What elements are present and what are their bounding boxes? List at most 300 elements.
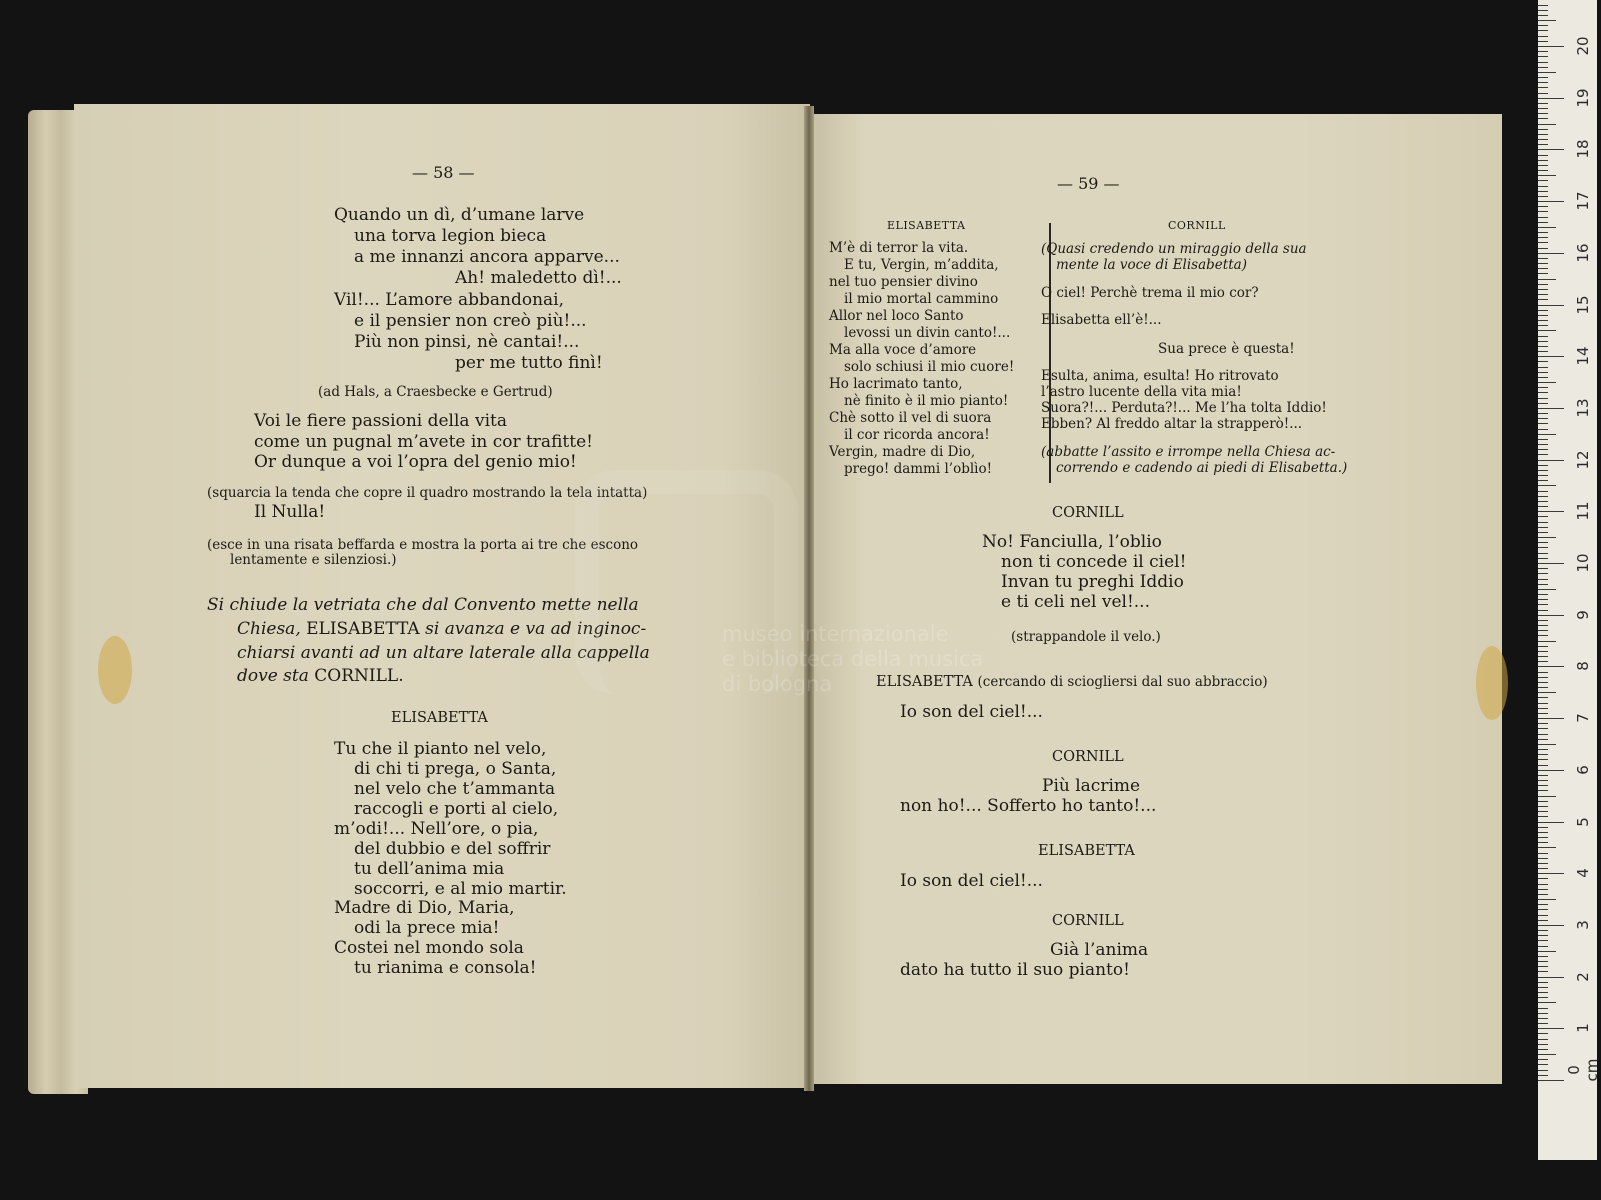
ruler-tick: [1538, 398, 1548, 399]
speaker-name: CORNILL: [1052, 505, 1124, 521]
ruler-tick: [1538, 925, 1564, 926]
ruler-tick: [1538, 491, 1548, 492]
ruler-tick: [1538, 775, 1548, 776]
stage-direction: (esce in una risata beffarda e mostra la porta ai tre che escono: [207, 537, 639, 553]
stain: [98, 636, 132, 704]
ruler-tick: [1538, 682, 1548, 683]
ruler-tick: [1538, 403, 1548, 404]
verse-line: Invan tu preghi Iddio: [1001, 572, 1184, 592]
verse-line: Suora?!... Perduta?!... Me l’ha tolta Iddio!: [1041, 400, 1327, 416]
verse-line: Esulta, anima, esulta! Ho ritrovato: [1041, 368, 1279, 384]
ruler-tick: [1538, 382, 1556, 383]
ruler-number: 14: [1574, 346, 1592, 366]
ruler-tick: [1538, 460, 1564, 461]
ruler-tick: [1538, 1013, 1548, 1014]
ruler-tick: [1538, 930, 1548, 931]
direction-line: Si chiude la vetriata che dal Convento mette nella: [207, 595, 639, 615]
ruler-tick: [1538, 697, 1548, 698]
ruler-tick: [1538, 336, 1548, 337]
ruler-tick: [1538, 610, 1548, 611]
ruler-number: 6: [1574, 765, 1592, 775]
ruler-tick: [1538, 444, 1548, 445]
verse-line: Or dunque a voi l’opra del genio mio!: [254, 452, 577, 472]
ruler-tick: [1538, 842, 1548, 843]
ruler-tick: [1538, 465, 1548, 466]
verse-line: raccogli e porti al cielo,: [354, 799, 559, 819]
ruler-tick: [1538, 770, 1564, 771]
ruler-tick: [1538, 93, 1548, 94]
ruler-tick: [1538, 754, 1548, 755]
ruler-tick: [1538, 454, 1548, 455]
ruler-tick: [1538, 1002, 1556, 1003]
ruler-tick: [1538, 480, 1548, 481]
ruler-tick: [1538, 310, 1548, 311]
speaker-name: ELISABETTA: [1038, 843, 1135, 859]
ruler-tick: [1538, 30, 1548, 31]
ruler-tick: [1538, 1023, 1548, 1024]
character-name: CORNILL.: [314, 666, 404, 686]
ruler-tick: [1538, 387, 1548, 388]
ruler-tick: [1538, 77, 1548, 78]
ruler-tick: [1538, 708, 1548, 709]
verse-line: come un pugnal m’avete in cor trafitte!: [254, 432, 593, 452]
measuring-ruler: [1538, 0, 1601, 1160]
ruler-number: 5: [1574, 816, 1592, 827]
ruler-tick: [1538, 966, 1548, 967]
ruler-tick: [1538, 811, 1548, 812]
ruler-tick: [1538, 563, 1564, 564]
ruler-tick: [1538, 920, 1548, 921]
verse-line: Già l’anima: [1050, 940, 1149, 960]
ruler-tick: [1538, 703, 1548, 704]
ruler-tick: [1538, 873, 1564, 874]
verse-line: Io son del ciel!...: [900, 702, 1043, 722]
speaker-name: CORNILL: [1052, 913, 1124, 929]
ruler-tick: [1538, 687, 1548, 688]
ruler-tick: [1538, 242, 1548, 243]
stage-direction: (Quasi credendo un miraggio della sua: [1041, 241, 1307, 257]
character-name: ELISABETTA: [306, 619, 420, 639]
verse-line: Ma alla voce d’amore: [829, 342, 977, 358]
ruler-tick: [1538, 149, 1564, 150]
ruler-tick: [1538, 67, 1548, 68]
verse-line: una torva legion bieca: [354, 226, 547, 246]
ruler-tick: [1538, 734, 1548, 735]
ruler-tick: [1538, 227, 1556, 228]
verse-line: tu dell’anima mia: [354, 859, 505, 879]
ruler-tick: [1538, 542, 1548, 543]
ruler-tick: [1538, 418, 1548, 419]
ruler-tick: [1538, 315, 1548, 316]
stain: [1476, 646, 1508, 720]
book-gutter: [804, 106, 814, 1091]
ruler-tick: [1538, 630, 1548, 631]
verse-line: Il Nulla!: [254, 502, 326, 522]
ruler-tick: [1538, 992, 1548, 993]
ruler-tick: [1538, 346, 1548, 347]
ruler-tick: [1538, 253, 1564, 254]
ruler-number: 8: [1574, 661, 1592, 672]
ruler-tick: [1538, 904, 1548, 905]
verse-line: Ebben? Al freddo altar la strapperò!...: [1041, 416, 1303, 432]
ruler-tick: [1538, 356, 1564, 357]
verse-line: nel velo che t’ammanta: [354, 779, 556, 799]
ruler-number: 19: [1574, 88, 1592, 108]
verse-line: Sua prece è questa!: [1158, 341, 1295, 357]
ruler-tick: [1538, 759, 1548, 760]
verse-line: No! Fanciulla, l’oblio: [982, 532, 1162, 552]
ruler-tick: [1538, 878, 1548, 879]
verse-line: e il pensier non creò più!...: [354, 311, 587, 331]
watermark: museo internazionale e biblioteca della musica di bologna: [722, 622, 984, 696]
ruler-tick: [1538, 36, 1548, 37]
verse-line: odi la prece mia!: [354, 918, 500, 938]
ruler-tick: [1538, 98, 1564, 99]
ruler-tick: [1538, 547, 1548, 548]
ruler-tick: [1538, 1064, 1548, 1065]
ruler-tick: [1538, 558, 1548, 559]
ruler-tick: [1538, 553, 1548, 554]
ruler-tick: [1538, 604, 1548, 605]
ruler-tick: [1538, 527, 1548, 528]
ruler-tick: [1538, 113, 1548, 114]
ruler-tick: [1538, 341, 1548, 342]
ruler-tick: [1538, 62, 1548, 63]
ruler-tick: [1538, 56, 1548, 57]
ruler-tick: [1538, 785, 1548, 786]
verse-line: Allor nel loco Santo: [829, 308, 964, 324]
verse-line: Più lacrime: [1042, 776, 1141, 796]
ruler-number: 7: [1574, 713, 1592, 723]
ruler-tick: [1538, 434, 1556, 435]
direction-line: Chiesa, ELISABETTA si avanza e va ad inginoc-: [237, 619, 647, 639]
ruler-tick: [1538, 1054, 1556, 1055]
ruler-tick: [1538, 790, 1548, 791]
ruler-tick: [1538, 1018, 1548, 1019]
ruler-tick: [1538, 413, 1548, 414]
ruler-tick: [1538, 51, 1548, 52]
ruler-tick: [1538, 977, 1564, 978]
ruler-tick: [1538, 739, 1548, 740]
verse-line: del dubbio e del soffrir: [354, 839, 551, 859]
ruler-unit-label: 0 cm: [1565, 1058, 1601, 1082]
speaker-name: CORNILL: [1052, 749, 1124, 765]
ruler-tick: [1538, 749, 1548, 750]
ruler-tick: [1538, 170, 1548, 171]
ruler-tick: [1538, 232, 1548, 233]
ruler-tick: [1538, 392, 1548, 393]
verse-line: prego! dammi l’oblìo!: [844, 461, 993, 477]
ruler-tick: [1538, 15, 1548, 16]
ruler-tick: [1538, 997, 1548, 998]
ruler-number: 1: [1574, 1023, 1592, 1034]
ruler-tick: [1538, 940, 1548, 941]
ruler-tick: [1538, 532, 1548, 533]
verse-line: nel tuo pensier divino: [829, 274, 978, 290]
ruler-tick: [1538, 822, 1564, 823]
ruler-tick: [1538, 909, 1548, 910]
stage-direction: lentamente e silenziosi.): [230, 552, 397, 568]
ruler-tick: [1538, 222, 1548, 223]
ruler-tick: [1538, 615, 1564, 616]
ruler-tick: [1538, 46, 1564, 47]
ruler-tick: [1538, 780, 1548, 781]
ruler-tick: [1538, 439, 1548, 440]
ruler-tick: [1538, 982, 1548, 983]
verse-line: soccorri, e al mio martir.: [354, 879, 567, 899]
ruler-tick: [1538, 971, 1548, 972]
ruler-tick: [1538, 186, 1548, 187]
ruler-tick: [1538, 899, 1556, 900]
verse-line: Voi le fiere passioni della vita: [254, 411, 507, 431]
ruler-tick: [1538, 20, 1556, 21]
ruler-number: 13: [1574, 398, 1592, 418]
ruler-tick: [1538, 625, 1548, 626]
direction-line: chiarsi avanti ad un altare laterale alla cappella: [237, 643, 650, 663]
ruler-tick: [1538, 485, 1556, 486]
ruler-number: 3: [1574, 920, 1592, 930]
ruler-tick: [1538, 884, 1548, 885]
ruler-tick: [1538, 672, 1548, 673]
ruler-tick: [1538, 1070, 1548, 1071]
ruler-tick: [1538, 124, 1556, 125]
page-number-58: — 58 —: [412, 163, 475, 182]
ruler-tick: [1538, 155, 1548, 156]
speaker-name: ELISABETTA: [876, 674, 973, 690]
ruler-tick: [1538, 1059, 1548, 1060]
verse-line: Vil!... L’amore abbandonai,: [334, 290, 565, 310]
ruler-tick: [1538, 516, 1548, 517]
ruler-tick: [1538, 506, 1548, 507]
ruler-tick: [1538, 475, 1548, 476]
ruler-tick: [1538, 248, 1548, 249]
ruler-tick: [1538, 832, 1548, 833]
verse-line: Vergin, madre di Dio,: [829, 444, 976, 460]
ruler-number: 2: [1574, 971, 1592, 982]
verse-line: solo schiusi il mio cuore!: [844, 359, 1015, 375]
ruler-tick: [1538, 258, 1548, 259]
ruler-tick: [1538, 801, 1548, 802]
ruler-tick: [1538, 279, 1556, 280]
ruler-tick: [1538, 889, 1548, 890]
ruler-tick: [1538, 5, 1548, 6]
ruler-tick: [1538, 377, 1548, 378]
ruler-tick: [1538, 82, 1548, 83]
ruler-tick: [1538, 827, 1548, 828]
direction-line: dove sta CORNILL.: [237, 666, 404, 686]
ruler-tick: [1538, 139, 1548, 140]
ruler-tick: [1538, 408, 1564, 409]
ruler-tick: [1538, 1033, 1548, 1034]
ruler-tick: [1538, 263, 1548, 264]
verse-line: nè finito è il mio pianto!: [844, 393, 1009, 409]
ruler-tick: [1538, 273, 1548, 274]
ruler-tick: [1538, 118, 1548, 119]
ruler-tick: [1538, 620, 1548, 621]
ruler-number: 20: [1574, 36, 1592, 56]
ruler-number: 18: [1574, 139, 1592, 159]
verse-line: Ho lacrimato tanto,: [829, 376, 963, 392]
ruler-tick: [1538, 641, 1556, 642]
ruler-tick: [1538, 796, 1556, 797]
ruler-tick: [1538, 915, 1548, 916]
ruler-tick: [1538, 496, 1548, 497]
ruler-tick: [1538, 41, 1548, 42]
ruler-tick: [1538, 25, 1548, 26]
verse-line: il cor ricorda ancora!: [844, 427, 990, 443]
ruler-tick: [1538, 651, 1548, 652]
ruler-tick: [1538, 470, 1548, 471]
ruler-number: 12: [1574, 450, 1592, 470]
ruler-tick: [1538, 103, 1548, 104]
ruler-tick: [1538, 723, 1548, 724]
verse-line: O ciel! Perchè trema il mio cor?: [1041, 285, 1259, 301]
ruler-tick: [1538, 816, 1548, 817]
verse-line: levossi un divin canto!...: [844, 325, 1011, 341]
ruler-tick: [1538, 573, 1548, 574]
ruler-tick: [1538, 134, 1548, 135]
ruler-tick: [1538, 361, 1548, 362]
ruler-tick: [1538, 987, 1548, 988]
ruler-tick: [1538, 853, 1548, 854]
ruler-tick: [1538, 144, 1548, 145]
ruler-tick: [1538, 1008, 1548, 1009]
verse-line: non ti concede il ciel!: [1001, 552, 1187, 572]
ruler-number: 17: [1574, 191, 1592, 211]
ruler-tick: [1538, 180, 1548, 181]
ruler-tick: [1538, 579, 1548, 580]
ruler-tick: [1538, 765, 1548, 766]
ruler-tick: [1538, 584, 1548, 585]
verse-line: Quando un dì, d’umane larve: [334, 205, 585, 225]
ruler-tick: [1538, 635, 1548, 636]
ruler-tick: [1538, 449, 1548, 450]
ruler-tick: [1538, 501, 1548, 502]
ruler-number: 11: [1574, 501, 1592, 521]
ruler-tick: [1538, 1039, 1548, 1040]
ruler-tick: [1538, 196, 1548, 197]
ruler-number: 15: [1574, 294, 1592, 315]
ruler-tick: [1538, 289, 1548, 290]
ruler-tick: [1538, 568, 1548, 569]
ruler-tick: [1538, 129, 1548, 130]
ruler-tick: [1538, 294, 1548, 295]
verse-line: m’odi!... Nell’ore, o pia,: [334, 819, 539, 839]
verse-line: E tu, Vergin, m’addita,: [844, 257, 999, 273]
ruler-number: 4: [1574, 868, 1592, 878]
ruler-tick: [1538, 217, 1548, 218]
page-number-59: — 59 —: [1057, 174, 1120, 193]
ruler-tick: [1538, 806, 1548, 807]
stage-direction: correndo e cadendo ai piedi di Elisabetta.): [1056, 460, 1348, 476]
ruler-tick: [1538, 175, 1556, 176]
ruler-tick: [1538, 537, 1556, 538]
ruler-tick: [1538, 1044, 1548, 1045]
ruler-tick: [1538, 946, 1548, 947]
ruler-tick: [1538, 894, 1548, 895]
ruler-tick: [1538, 351, 1548, 352]
ruler-tick: [1538, 87, 1548, 88]
ruler-tick: [1538, 165, 1548, 166]
ruler-tick: [1538, 692, 1556, 693]
ruler-tick: [1538, 201, 1564, 202]
ruler-tick: [1538, 237, 1548, 238]
verse-line: Ah! maledetto dì!...: [455, 268, 622, 288]
ruler-tick: [1538, 320, 1548, 321]
ruler-tick: [1538, 677, 1548, 678]
ruler-tick: [1538, 713, 1548, 714]
ruler-tick: [1538, 868, 1548, 869]
verse-line: il mio mortal cammino: [844, 291, 999, 307]
ruler-tick: [1538, 744, 1556, 745]
ruler-tick: [1538, 837, 1548, 838]
ruler-tick: [1538, 330, 1556, 331]
stage-direction: (strappandole il velo.): [1011, 629, 1161, 645]
stage-direction: mente la voce di Elisabetta): [1056, 257, 1247, 273]
stage-direction: (squarcia la tenda che copre il quadro mostrando la tela intatta): [207, 485, 648, 501]
verse-line: M’è di terror la vita.: [829, 240, 969, 256]
ruler-number: 9: [1574, 609, 1592, 620]
ruler-tick: [1538, 325, 1548, 326]
ruler-tick: [1538, 718, 1564, 719]
ruler-tick: [1538, 858, 1548, 859]
ruler-number: 16: [1574, 243, 1592, 263]
ruler-tick: [1538, 589, 1556, 590]
ruler-tick: [1538, 72, 1556, 73]
ruler-tick: [1538, 206, 1548, 207]
verse-line: l’astro lucente della vita mia!: [1041, 384, 1242, 400]
verse-line: Costei nel mondo sola: [334, 938, 524, 958]
ruler-tick: [1538, 372, 1548, 373]
ruler-tick: [1538, 429, 1548, 430]
ruler-tick: [1538, 191, 1548, 192]
verse-line: tu rianima e consola!: [354, 958, 537, 978]
stage-direction: (abbatte l’assito e irrompe nella Chiesa ac-: [1041, 444, 1336, 460]
ruler-tick: [1538, 299, 1548, 300]
speaker-name: CORNILL: [1168, 219, 1226, 232]
ruler-tick: [1538, 863, 1548, 864]
ruler-tick: [1538, 511, 1564, 512]
ruler-tick: [1538, 1080, 1564, 1081]
verse-line: a me innanzi ancora apparve...: [354, 247, 620, 267]
speaker-name: ELISABETTA: [887, 219, 966, 232]
ruler-tick: [1538, 646, 1548, 647]
verse-line: Elisabetta ell’è!...: [1041, 312, 1162, 328]
ruler-tick: [1538, 268, 1548, 269]
verse-line: Madre di Dio, Maria,: [334, 898, 515, 918]
ruler-tick: [1538, 367, 1548, 368]
speaker-name: ELISABETTA: [391, 710, 488, 726]
verse-line: per me tutto finì!: [455, 353, 603, 373]
stage-direction: (ad Hals, a Craesbecke e Gertrud): [318, 384, 553, 400]
ruler-tick: [1538, 961, 1548, 962]
verse-line: non ho!... Sofferto ho tanto!...: [900, 796, 1157, 816]
verse-line: Tu che il pianto nel velo,: [334, 739, 547, 759]
verse-line: Più non pinsi, nè cantai!...: [354, 332, 580, 352]
ruler-tick: [1538, 956, 1548, 957]
ruler-tick: [1538, 935, 1548, 936]
verse-line: Io son del ciel!...: [900, 871, 1043, 891]
verse-line: di chi ti prega, o Santa,: [354, 759, 557, 779]
verse-line: e ti celi nel vel!...: [1001, 592, 1150, 612]
ruler-tick: [1538, 728, 1548, 729]
ruler-tick: [1538, 666, 1564, 667]
ruler-number: 10: [1574, 553, 1592, 573]
ruler-tick: [1538, 10, 1548, 11]
ruler-tick: [1538, 847, 1556, 848]
ruler-tick: [1538, 284, 1548, 285]
ruler-tick: [1538, 423, 1548, 424]
